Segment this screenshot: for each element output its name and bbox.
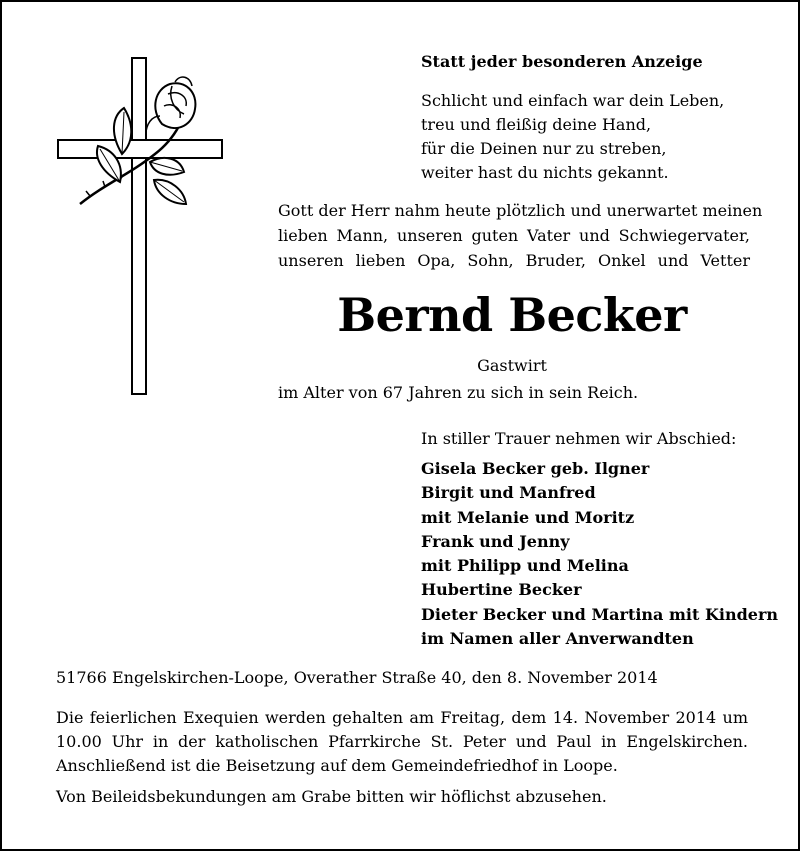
mourner-name: im Namen aller Anverwandten <box>421 629 694 649</box>
funeral-details <box>56 706 748 778</box>
mourner-name: mit Melanie und Moritz <box>421 507 635 527</box>
place-date: 51766 Engelskirchen-Loope, Overather Straße 40, den 8. November 2014 <box>56 668 658 687</box>
mourner-name: Dieter Becker und Martina mit Kindern <box>421 604 778 624</box>
age-line: im Alter von 67 Jahren zu sich in sein Reich. <box>278 383 639 402</box>
mourner-name: mit Philipp und Melina <box>421 556 629 576</box>
mourner-name: Frank und Jenny <box>421 531 570 551</box>
deceased-name: Bernd Becker <box>337 288 687 342</box>
intro-text <box>278 198 763 273</box>
funeral-details-line: Die feierlichen Exequien werden gehalten am Freitag, dem 14. November 2014 um <box>56 708 748 727</box>
intro-line: Gott der Herr nahm heute plötzlich und unerwartet meinen <box>278 201 763 220</box>
deceased-profession: Gastwirt <box>477 356 547 375</box>
verse-line: treu und fleißig deine Hand, <box>421 115 652 134</box>
condolence-request: Von Beileidsbekundungen am Grabe bitten wir höflichst abzusehen. <box>56 787 607 806</box>
verse-line: weiter hast du nichts gekannt. <box>421 163 669 182</box>
mourners-heading: In stiller Trauer nehmen wir Abschied: <box>421 429 737 448</box>
funeral-details-line: Anschließend ist die Beisetzung auf dem Gemeindefriedhof in Loope. <box>56 756 618 775</box>
cross-with-rose-icon <box>50 54 250 399</box>
mourner-name: Birgit und Manfred <box>421 483 596 503</box>
funeral-details-line: 10.00 Uhr in der katholischen Pfarrkirche St. Peter und Paul in Engelskirchen. <box>56 732 748 751</box>
intro-line: unseren lieben Opa, Sohn, Bruder, Onkel und Vetter <box>278 251 750 270</box>
intro-line: lieben Mann, unseren guten Vater und Schwiegervater, <box>278 226 750 245</box>
verse <box>421 89 724 185</box>
notice-heading: Statt jeder besonderen Anzeige <box>421 52 703 71</box>
mourner-name: Gisela Becker geb. Ilgner <box>421 459 650 478</box>
mourner-name: Hubertine Becker <box>421 580 582 600</box>
verse-line: für die Deinen nur zu streben, <box>421 139 667 158</box>
mourners-list <box>421 457 778 651</box>
verse-line: Schlicht und einfach war dein Leben, <box>421 91 725 110</box>
